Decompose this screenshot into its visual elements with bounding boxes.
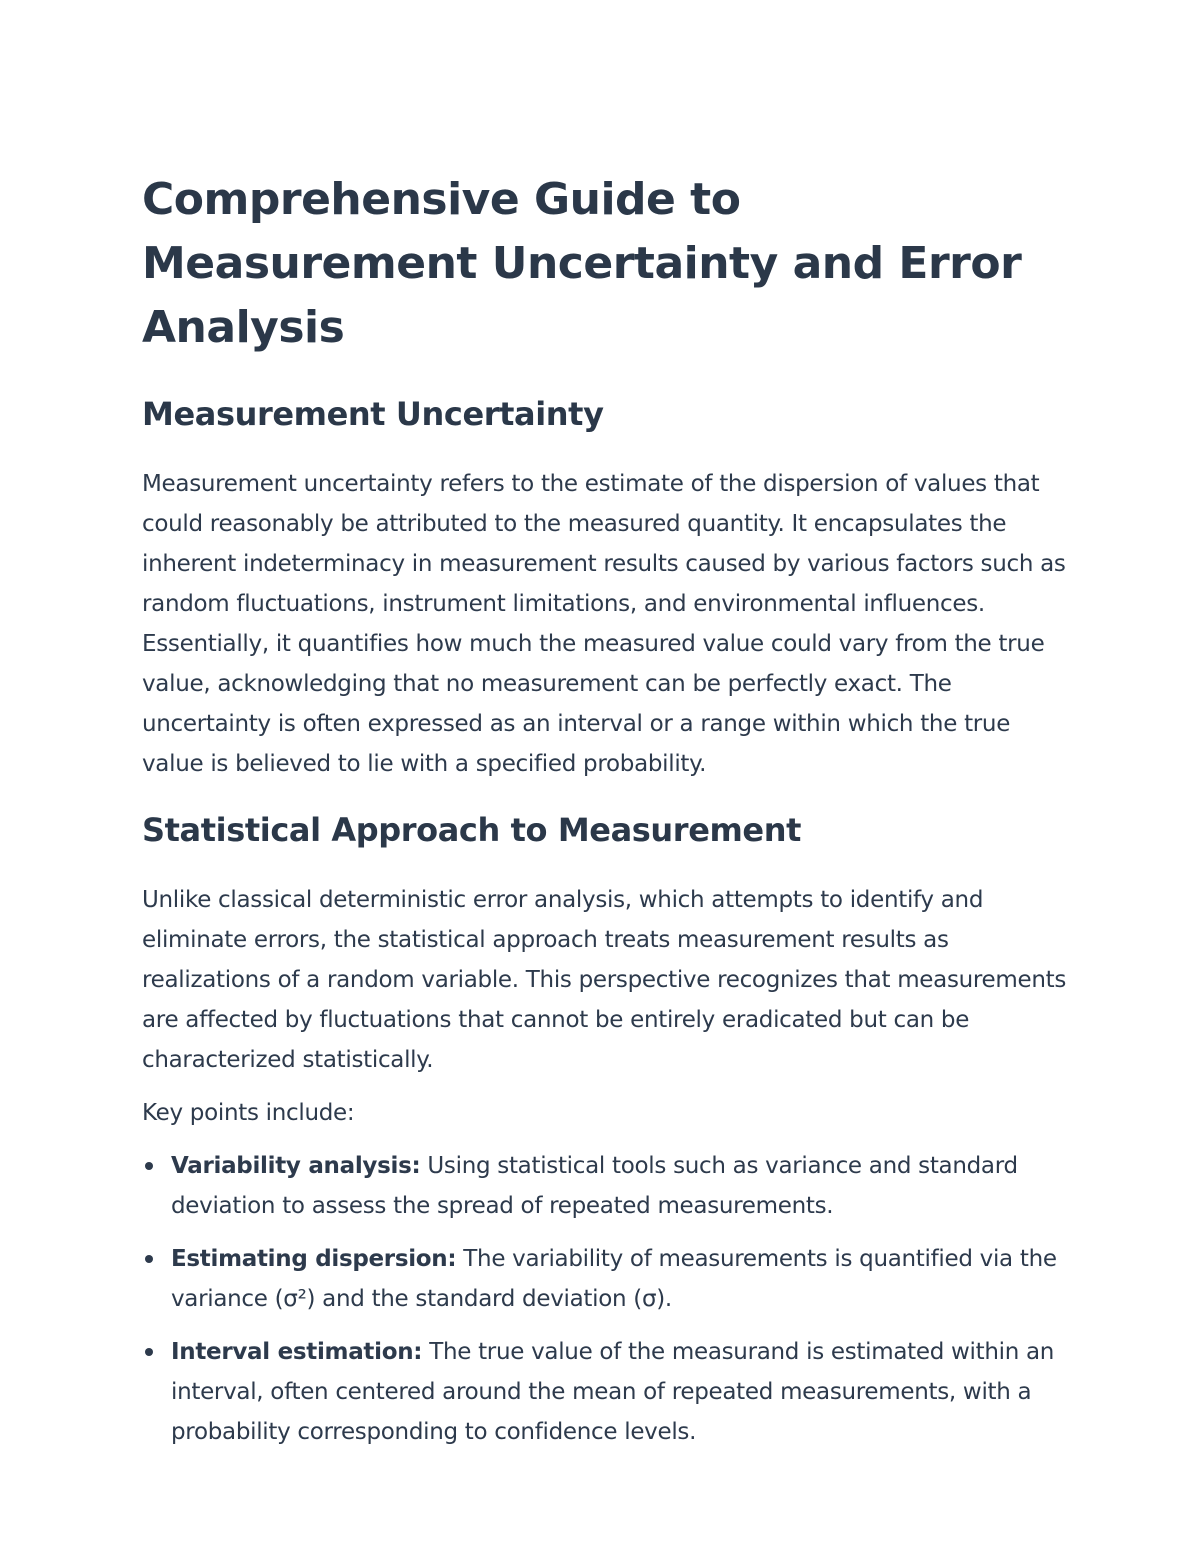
section-heading-measurement-uncertainty: Measurement Uncertainty <box>142 395 604 433</box>
document-page <box>142 168 1072 1465</box>
list-item-term: Variability analysis: <box>171 1153 421 1179</box>
key-points-list <box>142 1146 1072 1452</box>
section-heading-statistical-approach: Statistical Approach to Measurement <box>142 811 802 849</box>
bullet-icon <box>145 1162 153 1170</box>
list-item-text: The variability of measurements is quantified via the variance (σ²) and the standard deviation (σ). <box>171 1246 1057 1312</box>
document-title: Comprehensive Guide to Measurement Uncertainty and Error Analysis <box>142 174 1022 353</box>
list-item <box>142 1146 1072 1226</box>
list-item-term: Estimating dispersion: <box>171 1246 457 1272</box>
bullet-icon <box>145 1348 153 1356</box>
list-item-text: The true value of the measurand is estimated within an interval, often centered around the mean of repeated measurements, with a probability corresponding to confidence levels. <box>171 1339 1055 1445</box>
bullet-icon <box>145 1255 153 1263</box>
section-paragraph: Measurement uncertainty refers to the estimate of the dispersion of values that could reasonably be attributed to the measured quantity. It encapsulates the inherent indeterminacy in measurement results caused by various factors such as random fluctuations, instrument limitations, and environmental influences. Essentially, it quantifies how much the measured value could vary from the true value, acknowledging that no measurement can be perfectly exact. The uncertainty is often expressed as an interval or a range within which the true value is believed to lie with a specified probability. <box>142 471 1066 777</box>
section-paragraph: Unlike classical deterministic error analysis, which attempts to identify and eliminate errors, the statistical approach treats measurement results as realizations of a random variable. This perspective recognizes that measurements are affected by fluctuations that cannot be entirely eradicated but can be characterized statistically. <box>142 887 1067 1073</box>
list-item <box>142 1239 1072 1319</box>
list-item <box>142 1332 1072 1452</box>
list-item-text: Using statistical tools such as variance and standard deviation to assess the spread of repeated measurements. <box>171 1153 1018 1219</box>
list-item-term: Interval estimation: <box>171 1339 423 1365</box>
key-points-intro: Key points include: <box>142 1100 355 1126</box>
